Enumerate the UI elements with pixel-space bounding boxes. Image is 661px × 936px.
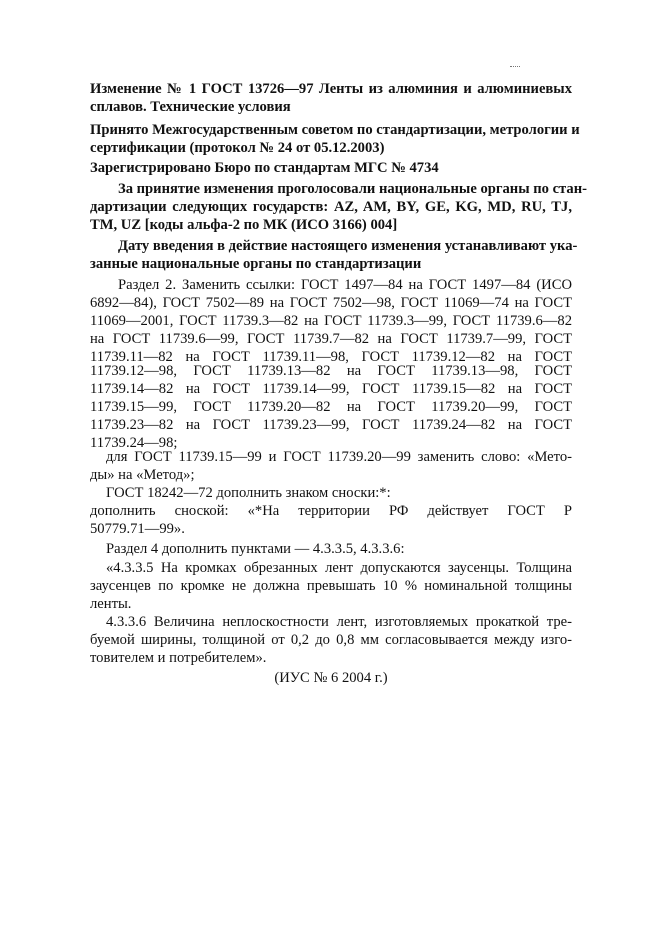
voted-line-3: TM, UZ [коды альфа-2 по МК (ИСО 3166) 004] bbox=[90, 217, 398, 233]
title-line-2: сплавов. Технические условия bbox=[90, 99, 291, 115]
section2-replacements-1 bbox=[90, 276, 572, 366]
intro-date-line-2: занные национальные органы по стандартизации bbox=[90, 256, 422, 272]
method-replace-paragraph bbox=[90, 448, 572, 484]
item-4336-line-2: буемой ширины, толщиной от 0,2 до 0,8 мм согласовывается между изго- bbox=[90, 632, 572, 648]
method-line-1: для ГОСТ 11739.15—99 и ГОСТ 11739.20—99 заменить слово: «Мето- bbox=[106, 449, 572, 465]
section2-line-8: 11739.15—99, ГОСТ 11739.20—82 на ГОСТ 11739.20—99, ГОСТ bbox=[90, 399, 572, 415]
section2-replacements-2 bbox=[90, 362, 572, 452]
item-4336-line-3: товителем и потребителем». bbox=[90, 650, 267, 666]
section2-line-3: 11069—2001, ГОСТ 11739.3—82 на ГОСТ 11739.3—99, ГОСТ 11739.6—82 bbox=[90, 313, 572, 329]
section4-line: Раздел 4 дополнить пунктами — 4.3.3.5, 4.3.3.6: bbox=[106, 541, 405, 557]
voted-line-2: дартизации следующих государств: AZ, AM, BY, GE, KG, MD, RU, TJ, bbox=[90, 199, 572, 215]
adopted-line-1: Принято Межгосударственным советом по стандартизации, метрологии и bbox=[90, 122, 580, 138]
item-4335-line-1: «4.3.3.5 На кромках обрезанных лент допускаются заусенцы. Толщина bbox=[106, 560, 572, 576]
title-line-1: Изменение № 1 ГОСТ 13726—97 Ленты из алюминия и алюминиевых bbox=[90, 81, 572, 97]
item-4336-paragraph bbox=[90, 613, 572, 667]
adopted-line-2: сертификации (протокол № 24 от 05.12.2003) bbox=[90, 140, 385, 156]
item-4336-line-1: 4.3.3.6 Величина неплоскостности лент, изготовляемых прокаткой тре- bbox=[106, 614, 572, 630]
section2-line-2: 6892—84), ГОСТ 7502—89 на ГОСТ 7502—98, ГОСТ 11069—74 на ГОСТ bbox=[90, 295, 572, 311]
voted-line-1: За принятие изменения проголосовали национальные органы по стан- bbox=[118, 181, 587, 197]
section2-line-5: 11739.11—82 на ГОСТ 11739.11—98, ГОСТ 11739.12—82 на ГОСТ bbox=[90, 349, 572, 365]
footnote-text-line-1: дополнить сноской: «*На территории РФ действует ГОСТ Р bbox=[90, 503, 572, 519]
amendment-title bbox=[90, 80, 572, 116]
item-4335-paragraph bbox=[90, 559, 572, 613]
footnote-mark-paragraph bbox=[90, 484, 572, 502]
method-line-2: ды» на «Метод»; bbox=[90, 467, 195, 483]
section4-paragraph bbox=[90, 540, 572, 558]
section2-line-1: Раздел 2. Заменить ссылки: ГОСТ 1497—84 на ГОСТ 1497—84 (ИСО bbox=[118, 277, 572, 293]
source-reference bbox=[90, 669, 572, 687]
scan-mark bbox=[510, 66, 520, 68]
section2-line-9: 11739.23—82 на ГОСТ 11739.23—99, ГОСТ 11739.24—82 на ГОСТ bbox=[90, 417, 572, 433]
item-4335-line-2: заусенцев по кромке не должна превышать 10 % номинальной толщины bbox=[90, 578, 572, 594]
voted-paragraph bbox=[90, 180, 587, 234]
intro-date-paragraph bbox=[90, 237, 578, 273]
footnote-text-paragraph bbox=[90, 502, 572, 538]
section2-line-10: 11739.24—98; bbox=[90, 435, 178, 451]
adopted-paragraph bbox=[90, 121, 580, 157]
footnote-mark-line: ГОСТ 18242—72 дополнить знаком сноски:*: bbox=[106, 485, 391, 501]
footnote-text-line-2: 50779.71—99». bbox=[90, 521, 185, 537]
registered-paragraph bbox=[90, 159, 572, 177]
source-line: (ИУС № 6 2004 г.) bbox=[274, 670, 388, 686]
section2-line-7: 11739.14—82 на ГОСТ 11739.14—99, ГОСТ 11739.15—82 на ГОСТ bbox=[90, 381, 572, 397]
section2-line-4: на ГОСТ 11739.6—99, ГОСТ 11739.7—82 на ГОСТ 11739.7—99, ГОСТ bbox=[90, 331, 572, 347]
intro-date-line-1: Дату введения в действие настоящего изменения устанавливают ука- bbox=[118, 238, 578, 254]
registered-line-1: Зарегистрировано Бюро по стандартам МГС № 4734 bbox=[90, 160, 439, 176]
item-4335-line-3: ленты. bbox=[90, 596, 132, 612]
section2-line-6: 11739.12—98, ГОСТ 11739.13—82 на ГОСТ 11739.13—98, ГОСТ bbox=[90, 363, 572, 379]
